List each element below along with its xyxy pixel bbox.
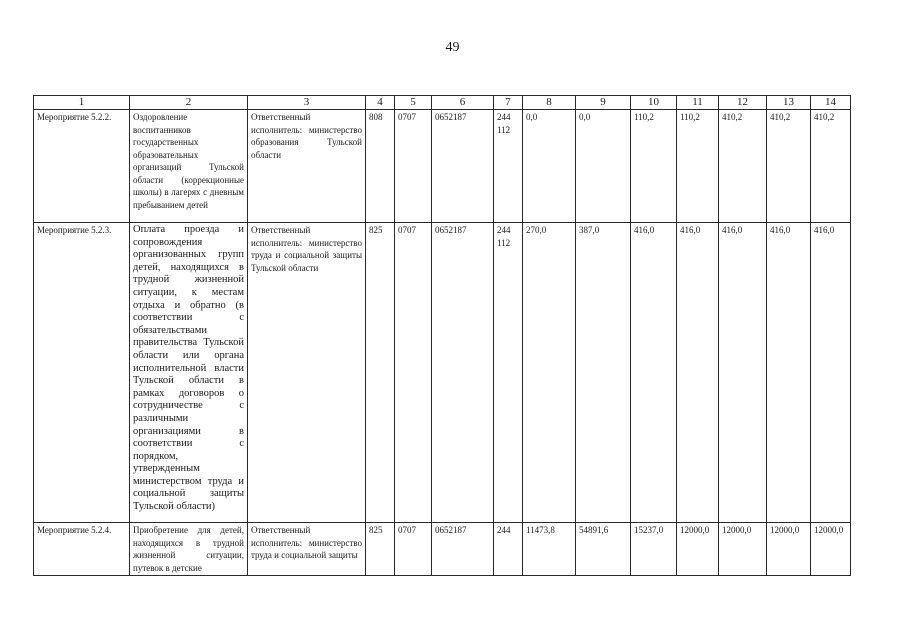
cell-col13: 12000,0 — [767, 523, 811, 576]
cell-col5: 0707 — [395, 523, 432, 576]
cell-col9: 387,0 — [576, 223, 631, 523]
cell-col12: 416,0 — [719, 223, 767, 523]
cell-col14: 410,2 — [811, 110, 851, 223]
column-header: 7 — [494, 96, 523, 110]
cell-col5: 0707 — [395, 110, 432, 223]
measure-description: Оплата проезда и сопровождения организованных групп детей, находящихся в трудной жизненной ситуации, к местам отдыха и обратно (в соответствии с обязательствами правительства Тульской области или органа исполнительной власти Тульской области в рамках договоров о сотрудничестве с различными организациями в соответствии с порядком, утвержденным министерством труда и социальной защиты Тульской области) — [130, 223, 248, 523]
cell-col12: 410,2 — [719, 110, 767, 223]
cell-col10: 15237,0 — [631, 523, 677, 576]
cell-col10: 416,0 — [631, 223, 677, 523]
cell-col8: 270,0 — [523, 223, 576, 523]
cell-col11: 416,0 — [677, 223, 719, 523]
table-row — [34, 523, 851, 576]
cell-col6: 0652187 — [432, 523, 494, 576]
cell-col9: 54891,6 — [576, 523, 631, 576]
cell-col7: 244 112 — [494, 223, 523, 523]
cell-col5: 0707 — [395, 223, 432, 523]
cell-col11: 12000,0 — [677, 523, 719, 576]
column-header: 1 — [34, 96, 130, 110]
measure-name: Мероприятие 5.2.4. — [34, 523, 130, 576]
column-header: 10 — [631, 96, 677, 110]
column-header: 12 — [719, 96, 767, 110]
column-header: 6 — [432, 96, 494, 110]
cell-col6: 0652187 — [432, 223, 494, 523]
cell-col7: 244 112 — [494, 110, 523, 223]
column-header: 9 — [576, 96, 631, 110]
cell-col13: 410,2 — [767, 110, 811, 223]
column-header: 4 — [366, 96, 395, 110]
column-header: 5 — [395, 96, 432, 110]
cell-col4: 825 — [366, 223, 395, 523]
cell-col14: 416,0 — [811, 223, 851, 523]
column-header: 13 — [767, 96, 811, 110]
measure-name: Мероприятие 5.2.3. — [34, 223, 130, 523]
cell-col9: 0,0 — [576, 110, 631, 223]
cell-col4: 808 — [366, 110, 395, 223]
cell-col11: 110,2 — [677, 110, 719, 223]
cell-col14: 12000,0 — [811, 523, 851, 576]
column-header: 11 — [677, 96, 719, 110]
budget-table — [33, 95, 851, 576]
cell-col12: 12000,0 — [719, 523, 767, 576]
responsible-executor: Ответственный исполнитель: министерство образования Тульской области — [248, 110, 366, 223]
column-header: 14 — [811, 96, 851, 110]
table-row — [34, 223, 851, 523]
measure-description: Оздоровление воспитанников государственных образовательных организаций Тульской области (коррекционные школы) в лагерях с дневным пребыванием детей — [130, 110, 248, 223]
cell-col10: 110,2 — [631, 110, 677, 223]
cell-col8: 0,0 — [523, 110, 576, 223]
column-header: 8 — [523, 96, 576, 110]
cell-col13: 416,0 — [767, 223, 811, 523]
measure-name: Мероприятие 5.2.2. — [34, 110, 130, 223]
page-number: 49 — [445, 40, 460, 55]
measure-description: Приобретение для детей, находящихся в трудной жизненной ситуации, путевок в детские — [130, 523, 248, 576]
column-header: 3 — [248, 96, 366, 110]
table-row — [34, 110, 851, 223]
header-row — [34, 96, 851, 110]
cell-col7: 244 — [494, 523, 523, 576]
cell-col6: 0652187 — [432, 110, 494, 223]
responsible-executor: Ответственный исполнитель: министерство труда и социальной защиты Тульской области — [248, 223, 366, 523]
column-header: 2 — [130, 96, 248, 110]
cell-col8: 11473,8 — [523, 523, 576, 576]
responsible-executor: Ответственный исполнитель: министерство труда и социальной защиты — [248, 523, 366, 576]
cell-col4: 825 — [366, 523, 395, 576]
